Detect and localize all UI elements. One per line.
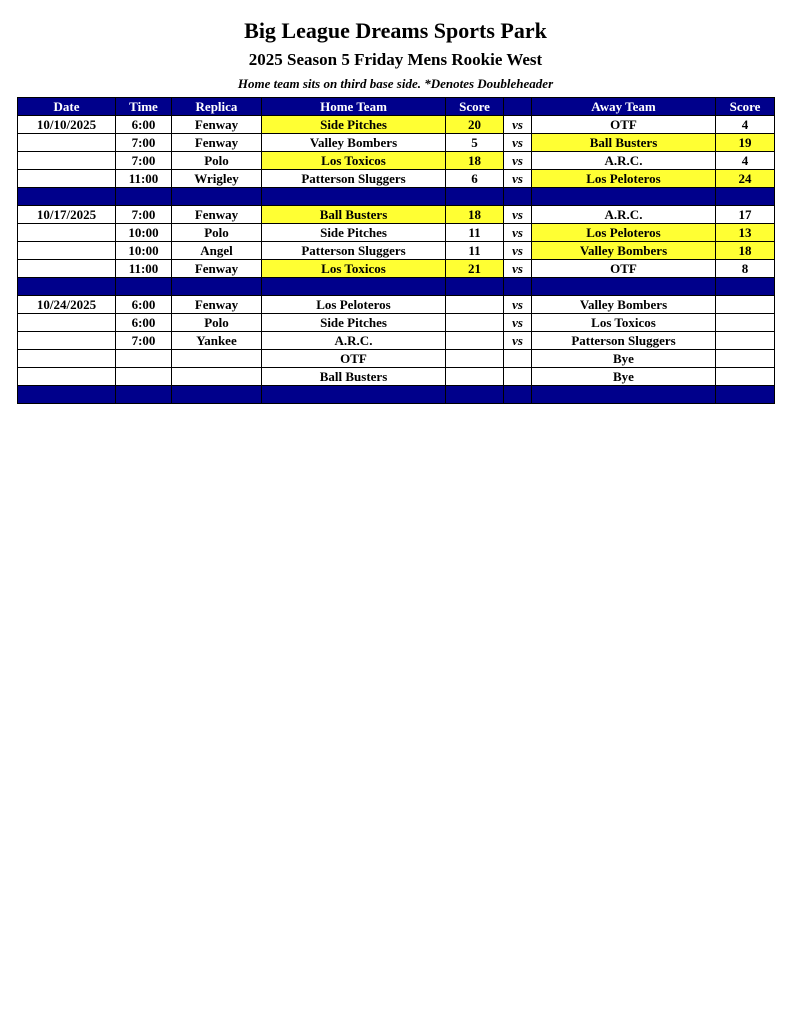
separator-cell	[262, 188, 446, 206]
home-team-cell: Los Peloteros	[262, 296, 446, 314]
home-score-cell	[446, 350, 504, 368]
home-team-cell: Side Pitches	[262, 116, 446, 134]
away-team-cell: Bye	[532, 368, 716, 386]
column-header-date: Date	[18, 98, 116, 116]
home-team-cell: Valley Bombers	[262, 134, 446, 152]
separator-cell	[172, 278, 262, 296]
date-cell	[18, 170, 116, 188]
away-score-cell: 4	[716, 152, 775, 170]
home-score-cell: 21	[446, 260, 504, 278]
separator-cell	[504, 278, 532, 296]
away-team-cell: A.R.C.	[532, 152, 716, 170]
home-score-cell: 6	[446, 170, 504, 188]
away-score-cell	[716, 314, 775, 332]
separator-cell	[446, 386, 504, 404]
schedule-table	[17, 97, 775, 404]
date-cell	[18, 224, 116, 242]
home-team-cell: Patterson Sluggers	[262, 242, 446, 260]
column-header-home-score: Score	[446, 98, 504, 116]
game-row	[18, 350, 775, 368]
replica-cell: Polo	[172, 314, 262, 332]
date-cell	[18, 242, 116, 260]
vs-cell: vs	[504, 206, 532, 224]
separator-cell	[532, 386, 716, 404]
away-score-cell	[716, 368, 775, 386]
column-header-away-score: Score	[716, 98, 775, 116]
vs-cell: vs	[504, 170, 532, 188]
away-score-cell: 19	[716, 134, 775, 152]
home-team-cell: OTF	[262, 350, 446, 368]
separator-cell	[716, 386, 775, 404]
game-row	[18, 170, 775, 188]
column-header-replica: Replica	[172, 98, 262, 116]
time-cell	[116, 368, 172, 386]
time-cell: 11:00	[116, 170, 172, 188]
vs-cell: vs	[504, 296, 532, 314]
home-team-cell: Side Pitches	[262, 314, 446, 332]
schedule-note: Home team sits on third base side. *Denotes Doubleheader	[237, 76, 554, 91]
separator-cell	[116, 188, 172, 206]
vs-cell: vs	[504, 224, 532, 242]
column-header-time: Time	[116, 98, 172, 116]
date-cell: 10/17/2025	[18, 206, 116, 224]
time-cell	[116, 350, 172, 368]
vs-cell	[504, 368, 532, 386]
game-row	[18, 368, 775, 386]
vs-cell: vs	[504, 260, 532, 278]
home-score-cell: 11	[446, 242, 504, 260]
home-team-cell: Los Toxicos	[262, 152, 446, 170]
separator-cell	[172, 386, 262, 404]
date-cell	[18, 152, 116, 170]
week-separator-row	[18, 386, 775, 404]
time-cell: 6:00	[116, 116, 172, 134]
home-team-cell: Ball Busters	[262, 368, 446, 386]
away-score-cell: 13	[716, 224, 775, 242]
date-cell	[18, 134, 116, 152]
vs-cell	[504, 350, 532, 368]
vs-cell: vs	[504, 314, 532, 332]
time-cell: 10:00	[116, 224, 172, 242]
separator-cell	[532, 278, 716, 296]
game-row	[18, 242, 775, 260]
vs-cell: vs	[504, 116, 532, 134]
separator-cell	[504, 188, 532, 206]
game-row	[18, 332, 775, 350]
separator-cell	[116, 278, 172, 296]
replica-cell: Fenway	[172, 134, 262, 152]
away-score-cell: 24	[716, 170, 775, 188]
home-score-cell: 11	[446, 224, 504, 242]
replica-cell: Polo	[172, 152, 262, 170]
separator-cell	[18, 188, 116, 206]
date-cell	[18, 260, 116, 278]
away-team-cell: Los Toxicos	[532, 314, 716, 332]
date-cell	[18, 332, 116, 350]
separator-cell	[532, 188, 716, 206]
header-row	[18, 98, 775, 116]
away-team-cell: OTF	[532, 116, 716, 134]
separator-cell	[504, 386, 532, 404]
away-score-cell	[716, 296, 775, 314]
date-cell	[18, 368, 116, 386]
separator-cell	[262, 386, 446, 404]
time-cell: 7:00	[116, 332, 172, 350]
replica-cell: Wrigley	[172, 170, 262, 188]
home-score-cell: 18	[446, 152, 504, 170]
date-cell: 10/24/2025	[18, 296, 116, 314]
separator-cell	[446, 278, 504, 296]
column-header-vs	[504, 98, 532, 116]
separator-cell	[18, 386, 116, 404]
away-score-cell	[716, 332, 775, 350]
replica-cell: Fenway	[172, 296, 262, 314]
vs-cell: vs	[504, 152, 532, 170]
column-header-home-team: Home Team	[262, 98, 446, 116]
away-team-cell: Valley Bombers	[532, 242, 716, 260]
home-score-cell	[446, 296, 504, 314]
home-score-cell: 18	[446, 206, 504, 224]
away-team-cell: OTF	[532, 260, 716, 278]
week-separator-row	[18, 278, 775, 296]
column-header-away-team: Away Team	[532, 98, 716, 116]
vs-cell: vs	[504, 242, 532, 260]
home-score-cell	[446, 332, 504, 350]
game-row	[18, 260, 775, 278]
replica-cell: Yankee	[172, 332, 262, 350]
time-cell: 6:00	[116, 314, 172, 332]
game-row	[18, 296, 775, 314]
home-team-cell: Los Toxicos	[262, 260, 446, 278]
away-score-cell: 4	[716, 116, 775, 134]
time-cell: 7:00	[116, 206, 172, 224]
away-team-cell: A.R.C.	[532, 206, 716, 224]
game-row	[18, 206, 775, 224]
home-score-cell: 5	[446, 134, 504, 152]
home-score-cell	[446, 314, 504, 332]
replica-cell: Fenway	[172, 116, 262, 134]
home-team-cell: A.R.C.	[262, 332, 446, 350]
away-score-cell: 17	[716, 206, 775, 224]
away-team-cell: Los Peloteros	[532, 170, 716, 188]
time-cell: 7:00	[116, 134, 172, 152]
vs-cell: vs	[504, 332, 532, 350]
home-team-cell: Patterson Sluggers	[262, 170, 446, 188]
home-score-cell	[446, 368, 504, 386]
game-row	[18, 116, 775, 134]
away-team-cell: Bye	[532, 350, 716, 368]
away-team-cell: Patterson Sluggers	[532, 332, 716, 350]
replica-cell: Angel	[172, 242, 262, 260]
page-subtitle: 2025 Season 5 Friday Mens Rookie West	[248, 50, 543, 69]
away-score-cell: 18	[716, 242, 775, 260]
replica-cell: Polo	[172, 224, 262, 242]
game-row	[18, 314, 775, 332]
vs-cell: vs	[504, 134, 532, 152]
time-cell: 6:00	[116, 296, 172, 314]
replica-cell: Fenway	[172, 206, 262, 224]
schedule-body	[18, 116, 775, 404]
replica-cell	[172, 350, 262, 368]
home-team-cell: Side Pitches	[262, 224, 446, 242]
home-score-cell: 20	[446, 116, 504, 134]
separator-cell	[18, 278, 116, 296]
away-team-cell: Ball Busters	[532, 134, 716, 152]
away-score-cell: 8	[716, 260, 775, 278]
home-team-cell: Ball Busters	[262, 206, 446, 224]
away-team-cell: Los Peloteros	[532, 224, 716, 242]
date-cell: 10/10/2025	[18, 116, 116, 134]
separator-cell	[446, 188, 504, 206]
week-separator-row	[18, 188, 775, 206]
game-row	[18, 134, 775, 152]
time-cell: 10:00	[116, 242, 172, 260]
date-cell	[18, 350, 116, 368]
separator-cell	[262, 278, 446, 296]
replica-cell	[172, 368, 262, 386]
away-score-cell	[716, 350, 775, 368]
separator-cell	[716, 278, 775, 296]
separator-cell	[116, 386, 172, 404]
game-row	[18, 152, 775, 170]
page-title: Big League Dreams Sports Park	[244, 18, 547, 43]
away-team-cell: Valley Bombers	[532, 296, 716, 314]
game-row	[18, 224, 775, 242]
separator-cell	[716, 188, 775, 206]
replica-cell: Fenway	[172, 260, 262, 278]
time-cell: 11:00	[116, 260, 172, 278]
time-cell: 7:00	[116, 152, 172, 170]
date-cell	[18, 314, 116, 332]
separator-cell	[172, 188, 262, 206]
